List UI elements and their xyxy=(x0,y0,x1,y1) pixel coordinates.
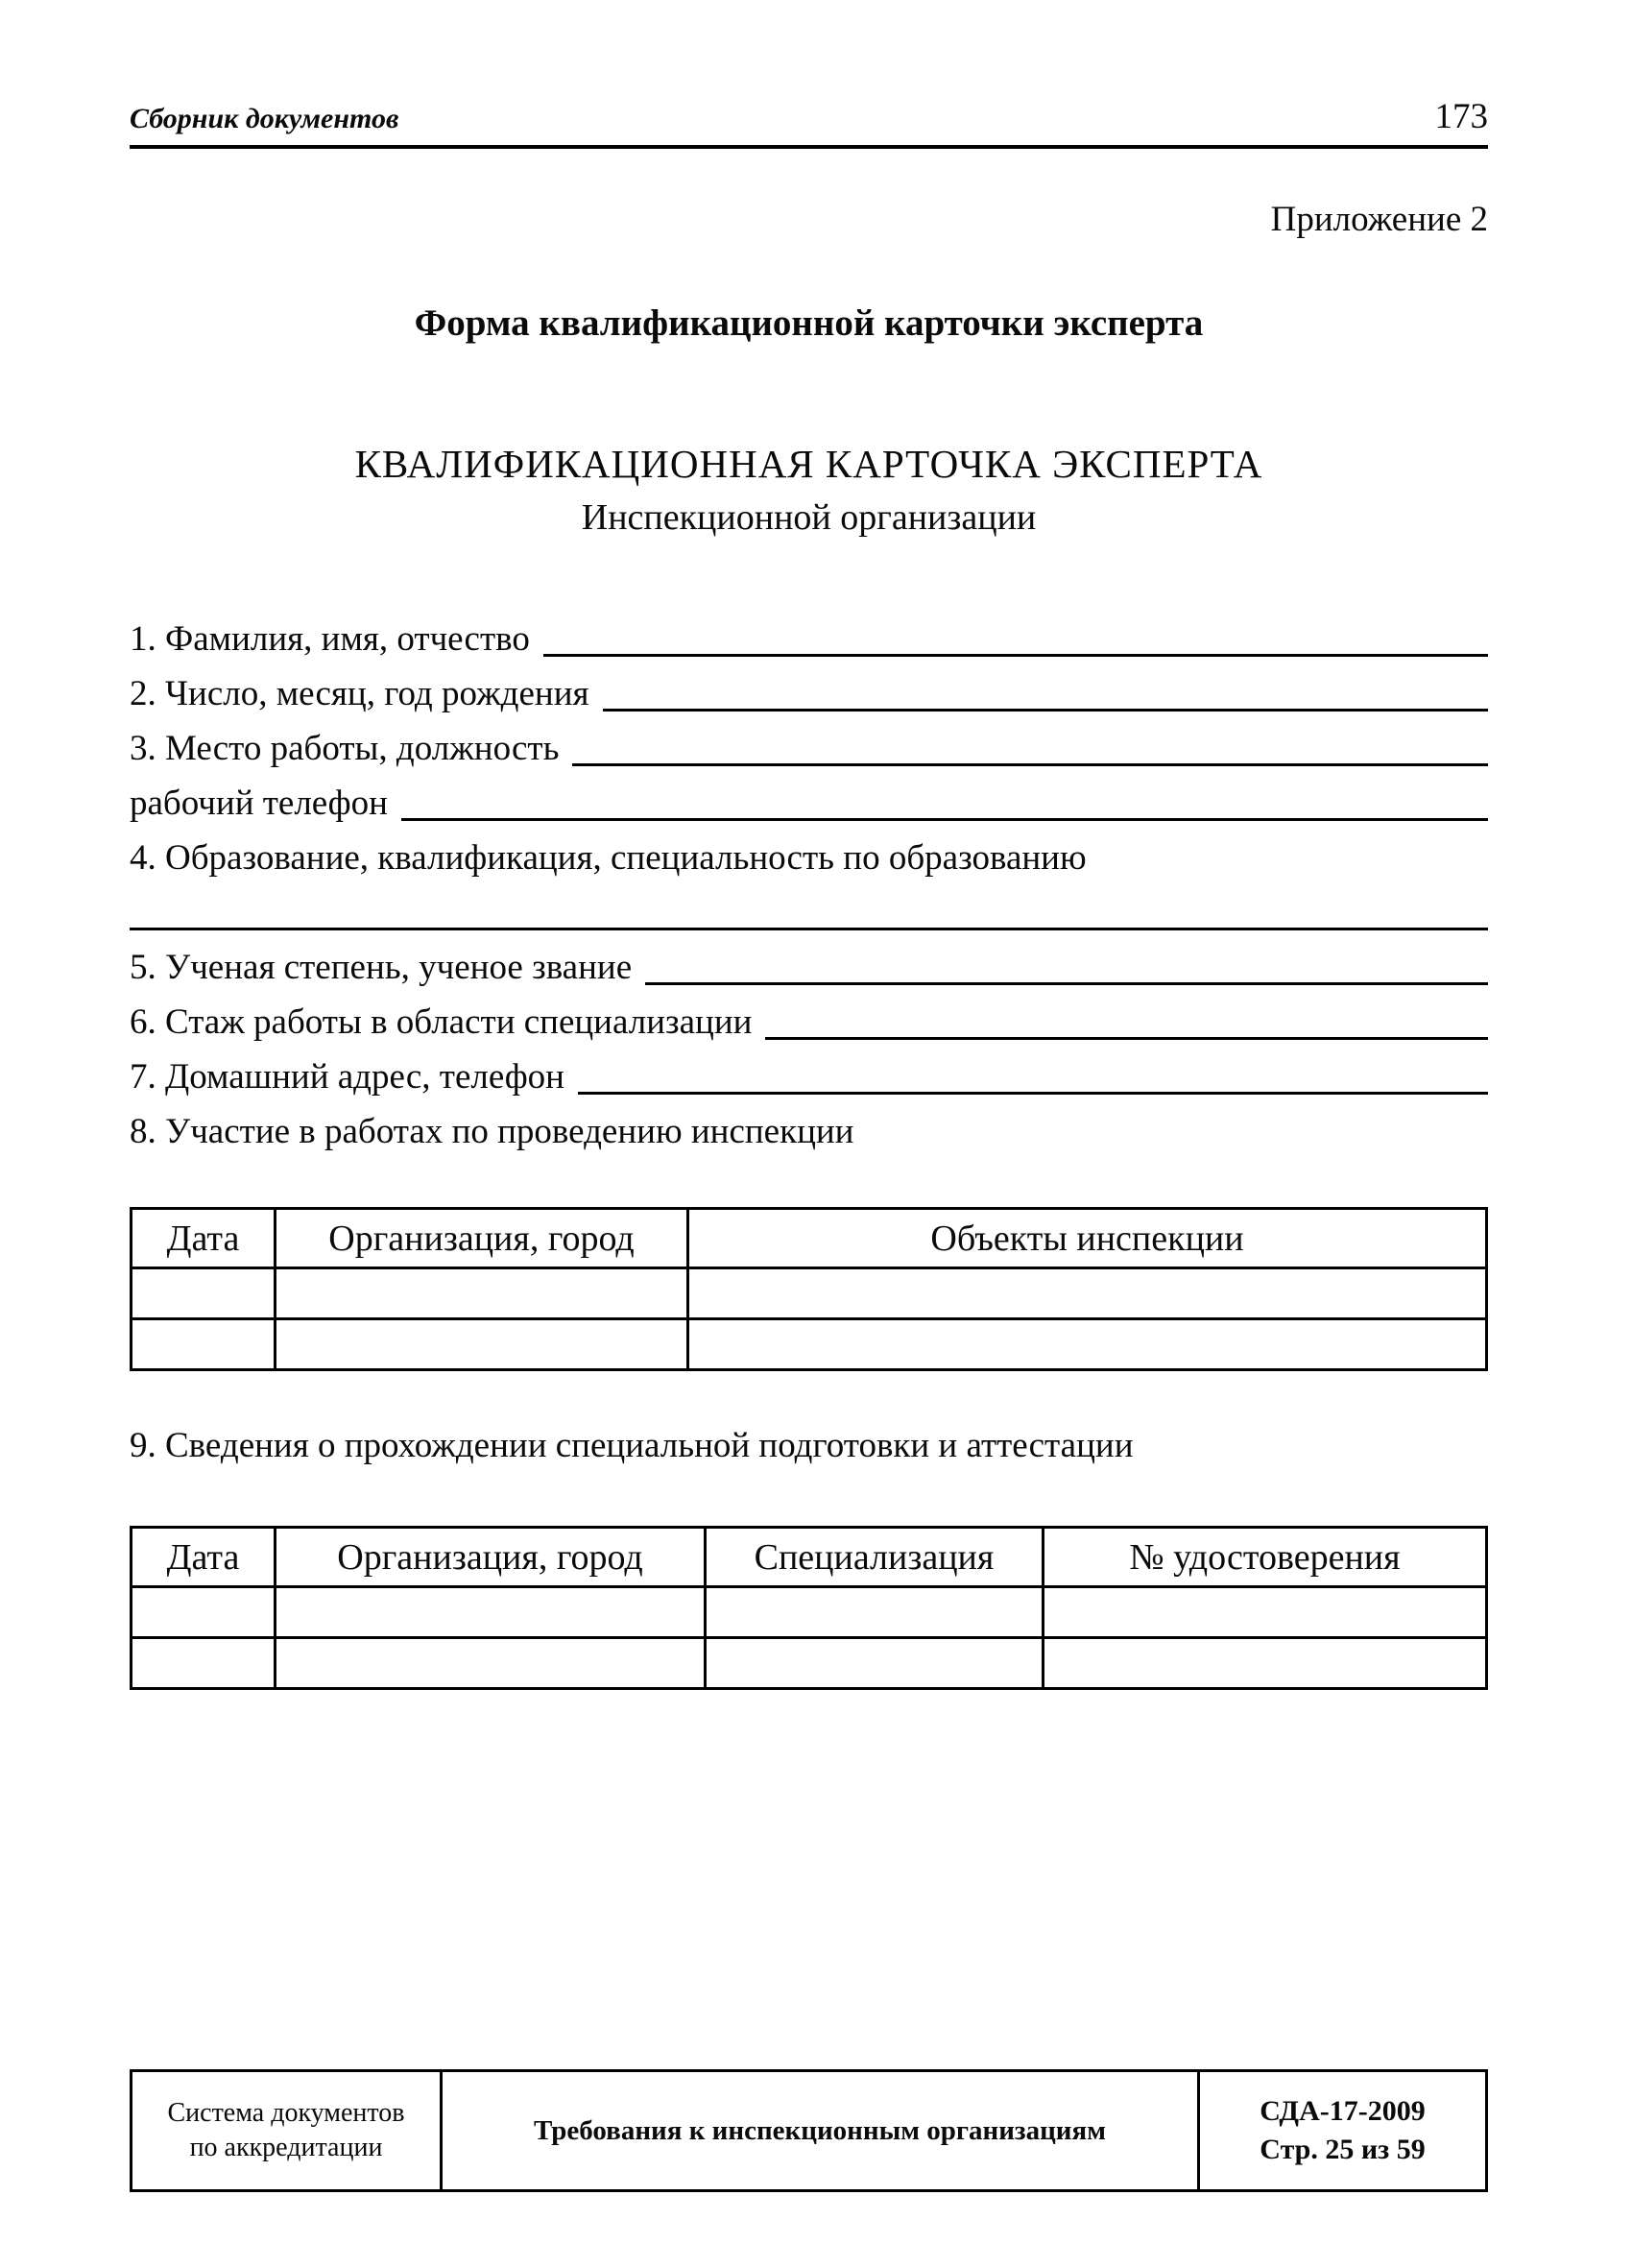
header-rule xyxy=(130,145,1488,149)
field-degree-label: 5. Ученая степень, ученое звание xyxy=(130,948,633,987)
table-cell-empty xyxy=(132,1268,276,1319)
table-cell-empty xyxy=(276,1268,688,1319)
column-header-date: Дата xyxy=(132,1528,276,1587)
table-cell-empty xyxy=(688,1319,1487,1370)
table-cell-empty xyxy=(706,1638,1044,1689)
table-cell-empty xyxy=(132,1638,276,1689)
field-home-address-label: 7. Домашний адрес, телефон xyxy=(130,1057,564,1097)
table-cell-empty xyxy=(132,1319,276,1370)
footer-system-line1: Система документов xyxy=(167,2097,405,2128)
form-fields xyxy=(130,612,1488,1159)
table-cell-empty xyxy=(688,1268,1487,1319)
field-birthdate-label: 2. Число, месяц, год рождения xyxy=(130,674,589,713)
table-cell-empty xyxy=(706,1587,1044,1638)
field-name-label: 1. Фамилия, имя, отчество xyxy=(130,619,530,659)
table-row xyxy=(132,1319,1487,1370)
field-experience xyxy=(130,995,1488,1050)
field-inspection-participation-label: 8. Участие в работах по проведению инспекции xyxy=(130,1112,854,1151)
footer-system-label xyxy=(132,2072,440,2189)
inspection-work-table xyxy=(130,1207,1488,1371)
field-degree xyxy=(130,940,1488,995)
document-footer xyxy=(130,2069,1488,2192)
field-education xyxy=(130,831,1488,885)
fill-line xyxy=(543,612,1488,657)
field-work-phone xyxy=(130,776,1488,831)
page-number: 173 xyxy=(1434,97,1488,136)
column-header-date: Дата xyxy=(132,1209,276,1268)
column-header-certificate-number: № удостоверения xyxy=(1044,1528,1487,1587)
running-header xyxy=(130,96,1488,137)
table-row xyxy=(132,1268,1487,1319)
field-education-label: 4. Образование, квалификация, специальность по образованию xyxy=(130,838,1087,878)
table-cell-empty xyxy=(132,1587,276,1638)
table-cell-empty xyxy=(1044,1587,1487,1638)
appendix-label: Приложение 2 xyxy=(1270,200,1488,239)
fill-line xyxy=(765,995,1488,1040)
footer-document-code xyxy=(1197,2072,1485,2189)
table-row xyxy=(132,1587,1487,1638)
field-experience-label: 6. Стаж работы в области специализации xyxy=(130,1002,753,1042)
field-birthdate xyxy=(130,666,1488,721)
footer-code: СДА-17-2009 xyxy=(1260,2094,1426,2127)
column-header-specialization: Специализация xyxy=(706,1528,1044,1587)
card-title: КВАЛИФИКАЦИОННАЯ КАРТОЧКА ЭКСПЕРТА xyxy=(354,442,1263,486)
table-row xyxy=(132,1638,1487,1689)
footer-page-indicator: Стр. 25 из 59 xyxy=(1260,2134,1426,2165)
table-cell-empty xyxy=(276,1587,706,1638)
form-title: Форма квалификационной карточки эксперта xyxy=(414,302,1204,344)
footer-system-line2: по аккредитации xyxy=(189,2133,383,2162)
table-cell-empty xyxy=(276,1638,706,1689)
field-workplace xyxy=(130,721,1488,776)
table-cell-empty xyxy=(1044,1638,1487,1689)
fill-line xyxy=(572,721,1488,766)
column-header-organization: Организация, город xyxy=(276,1209,688,1268)
field-workplace-label: 3. Место работы, должность xyxy=(130,729,560,768)
column-header-objects: Объекты инспекции xyxy=(688,1209,1487,1268)
field-name xyxy=(130,612,1488,666)
fill-line xyxy=(130,885,1488,930)
field-inspection-participation xyxy=(130,1104,1488,1159)
fill-line xyxy=(603,666,1488,712)
header-book-title: Сборник документов xyxy=(130,103,399,134)
field-home-address xyxy=(130,1050,1488,1104)
training-attestation-table xyxy=(130,1526,1488,1690)
table-cell-empty xyxy=(276,1319,688,1370)
field-work-phone-label: рабочий телефон xyxy=(130,784,388,823)
fill-line xyxy=(645,940,1488,985)
field-education-line xyxy=(130,885,1488,940)
field-training-info-label: 9. Сведения о прохождении специальной подготовки и аттестации xyxy=(130,1426,1134,1465)
footer-document-title xyxy=(440,2072,1197,2189)
table-header-row xyxy=(132,1528,1487,1587)
fill-line xyxy=(578,1050,1488,1095)
fill-line xyxy=(401,776,1488,821)
card-subtitle: Инспекционной организации xyxy=(581,497,1037,538)
table-header-row xyxy=(132,1209,1487,1268)
column-header-organization: Организация, город xyxy=(276,1528,706,1587)
footer-document-title-text: Требования к инспекционным организациям xyxy=(534,2114,1106,2146)
